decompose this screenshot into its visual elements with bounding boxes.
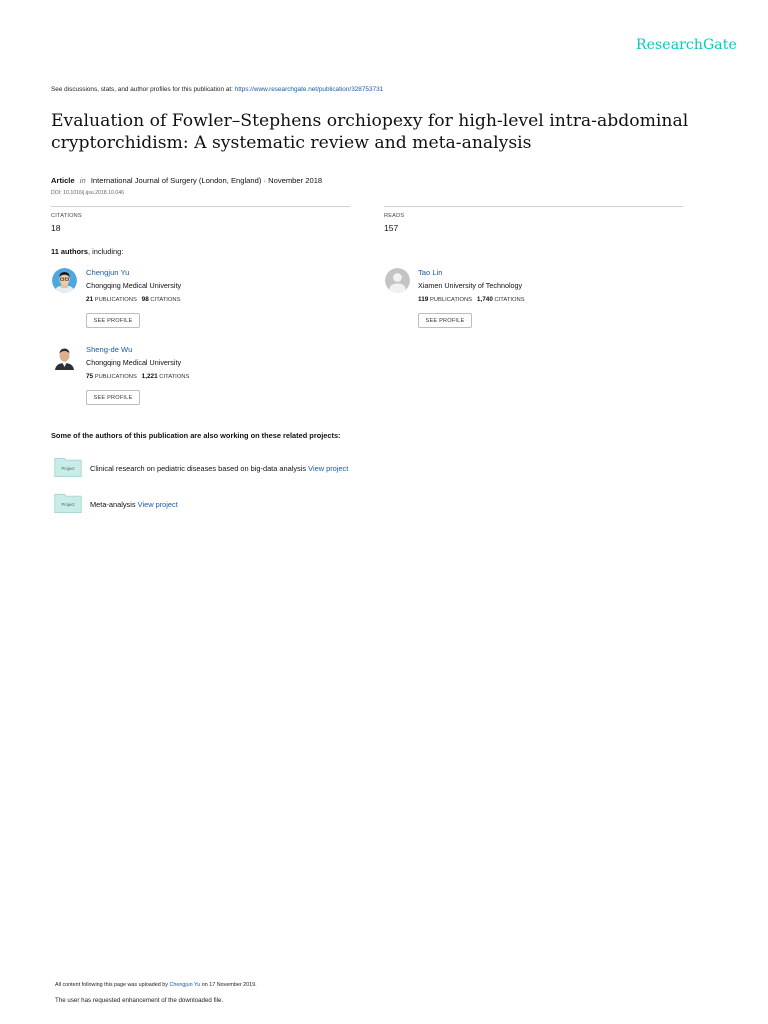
related-projects-heading: Some of the authors of this publication are also working on these related projects:	[51, 431, 341, 440]
reads-label: READS	[384, 213, 405, 219]
view-project-link[interactable]: View project	[308, 464, 349, 473]
author-name-sheng-de-wu[interactable]: Sheng-de Wu	[86, 345, 133, 354]
avatar-photo-icon	[52, 268, 77, 293]
project-folder-icon	[53, 457, 83, 482]
publication-url-link[interactable]: https://www.researchgate.net/publication/328753731	[234, 86, 384, 93]
citations-label: CITATIONS	[159, 374, 190, 380]
avatar-photo-icon	[52, 345, 77, 370]
publications-label: PUBLICATIONS	[94, 297, 137, 303]
author-publications-count: 119	[418, 296, 429, 303]
citations-label: CITATIONS	[494, 297, 525, 303]
project-item	[90, 500, 178, 509]
see-profile-button[interactable]: SEE PROFILE	[86, 313, 140, 328]
author-stats	[418, 296, 525, 303]
author-avatar-sheng-de-wu[interactable]	[52, 345, 77, 370]
author-avatar-tao-lin[interactable]	[385, 268, 410, 293]
publications-label: PUBLICATIONS	[429, 297, 473, 303]
citations-value: 18	[51, 223, 61, 233]
upload-note-prefix: All content following this page was uploaded by	[55, 982, 168, 988]
default-avatar-icon	[385, 268, 410, 293]
citations-label: CITATIONS	[51, 213, 82, 219]
project-folder-icon	[53, 493, 83, 518]
see-profile-button[interactable]: SEE PROFILE	[86, 390, 140, 405]
authors-including: , including:	[87, 247, 124, 256]
journal-info: International Journal of Surgery (London, England) · November 2018	[90, 176, 323, 185]
doi: DOI: 10.1016/j.ijsu.2018.10.046	[51, 190, 124, 196]
author-name-chengjun-yu[interactable]: Chengjun Yu	[86, 268, 130, 277]
article-type: Article	[51, 176, 75, 185]
author-publications-count: 75	[86, 373, 94, 380]
see-discussions-text: See discussions, stats, and author profiles for this publication at:	[51, 86, 233, 93]
author-stats	[86, 296, 180, 303]
title-line-1: Evaluation of Fowler–Stephens orchiopexy for high-level intra-abdominal	[51, 111, 689, 131]
author-citations-count: 1,740	[476, 296, 493, 303]
citations-label: CITATIONS	[150, 297, 181, 303]
project-title: Clinical research on pediatric diseases based on big-data analysis	[90, 464, 307, 473]
project-icon-label: Project	[61, 466, 75, 472]
title-line-2: cryptorchidism: A systematic review and meta-analysis	[51, 133, 532, 153]
authors-count: 11 authors	[51, 247, 88, 256]
upload-note-suffix: on 17 November 2019.	[201, 982, 257, 988]
uploader-link[interactable]: Chengjun Yu	[169, 982, 201, 988]
author-avatar-chengjun-yu[interactable]	[52, 268, 77, 293]
see-discussions-line	[51, 86, 383, 93]
author-stats	[86, 373, 189, 380]
view-project-link[interactable]: View project	[137, 500, 178, 509]
researchgate-logo[interactable]: ResearchGate	[636, 37, 737, 53]
project-item	[90, 464, 348, 473]
see-profile-button[interactable]: SEE PROFILE	[418, 313, 472, 328]
article-in: in	[79, 176, 86, 185]
author-institution: Chongqing Medical University	[86, 358, 182, 367]
upload-note	[55, 982, 257, 988]
author-institution: Chongqing Medical University	[86, 281, 182, 290]
publication-title	[51, 110, 731, 154]
reads-value: 157	[384, 223, 399, 233]
enhancement-note: The user has requested enhancement of the downloaded file.	[55, 997, 224, 1004]
author-name-tao-lin[interactable]: Tao Lin	[418, 268, 443, 277]
author-citations-count: 1,221	[141, 373, 158, 380]
author-publications-count: 21	[86, 296, 94, 303]
project-title: Meta-analysis	[90, 500, 136, 509]
article-info	[51, 176, 322, 185]
project-icon-label: Project	[61, 502, 75, 508]
publications-label: PUBLICATIONS	[94, 374, 137, 380]
author-citations-count: 98	[141, 296, 149, 303]
author-institution: Xiamen University of Technology	[418, 281, 523, 290]
citations-divider	[51, 206, 350, 207]
authors-heading	[51, 247, 123, 256]
reads-divider	[384, 206, 683, 207]
